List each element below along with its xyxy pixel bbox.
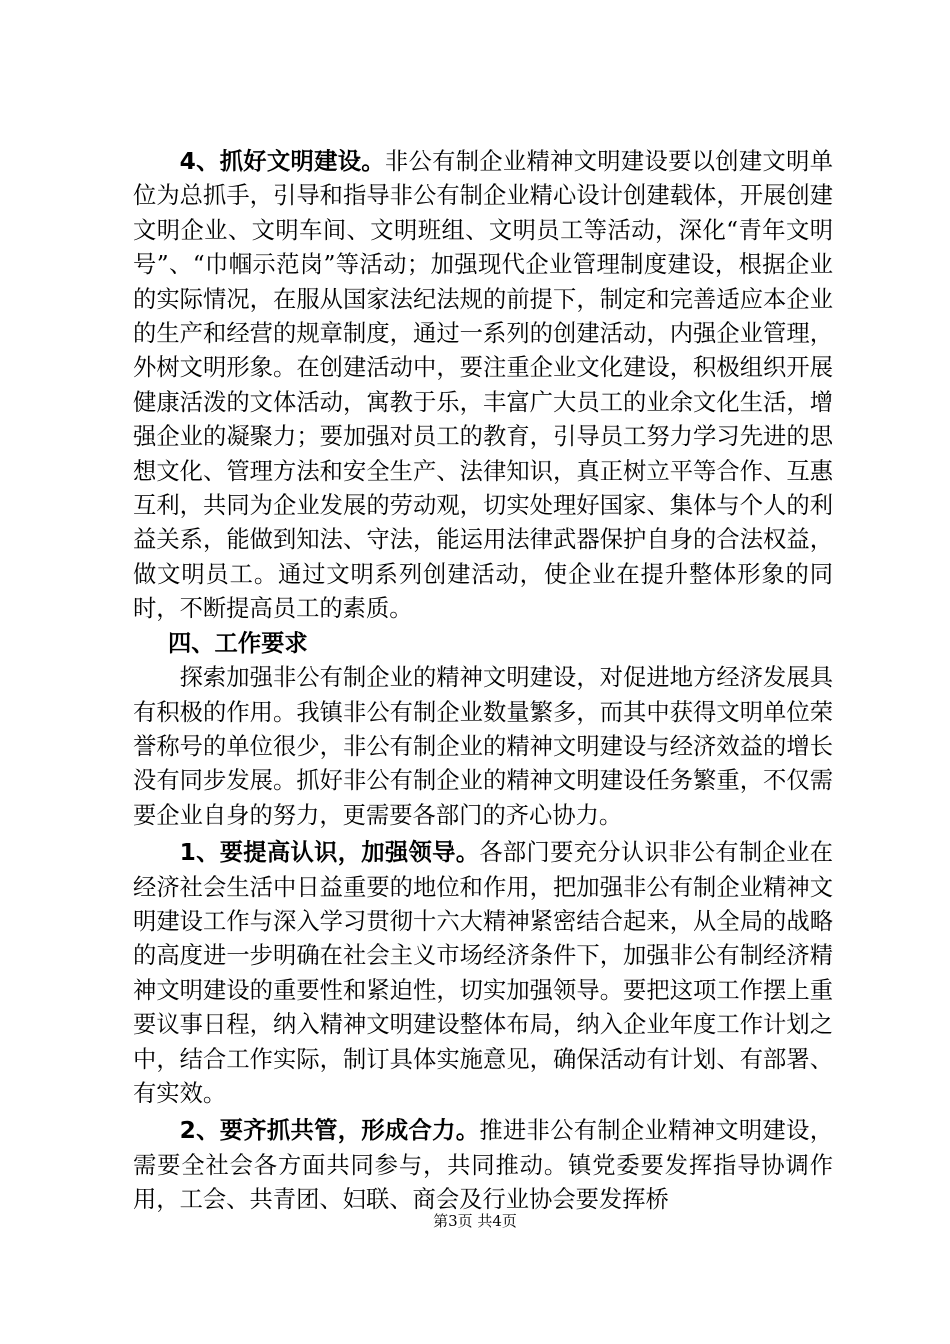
paragraph-text: 各部门要充分认识非公有制企业在经济社会生活中日益重要的地位和作用，把加强非公有制企业精神文明建设工作与深入学习贯彻十六大精神紧密结合起来，从全局的战略的高度进一步明确在社会主义市场经济条件下，加强非公有制经济精神文明建设的重要性和紧迫性，切实加强领导。要把这项工作摆上重要议事日程，纳入精神文明建设整体布局，纳入企业年度工作计划之中，结合工作实际，制订具体实施意见，确保活动有计划、有部署、有实效。 — [133, 839, 834, 1107]
paragraph-lead: 1、要提高认识，加强领导。 — [179, 839, 480, 867]
paragraph-awareness — [133, 836, 833, 1111]
paragraph-text: 推进非公有制企业精神文明建设，需要全社会各方面共同参与，共同推动。镇党委要发挥指导协调作用，工会、共青团、妇联、商会及行业协会要发挥桥 — [133, 1117, 834, 1214]
document-body — [133, 145, 833, 1218]
paragraph-civilization — [133, 145, 833, 627]
paragraph-cooperation — [133, 1114, 833, 1217]
paragraph-lead: 4、抓好文明建设。 — [179, 148, 385, 175]
paragraph-text: 探索加强非公有制企业的精神文明建设，对促进地方经济发展具有积极的作用。我镇非公有制企业数量繁多，而其中获得文明单位荣誉称号的单位很少，非公有制企业的精神文明建设与经济效益的增长没有同步发展。抓好非公有制企业的精神文明建设任务繁重，不仅需要企业自身的努力，更需要各部门的齐心协力。 — [133, 664, 833, 829]
paragraph-text: 非公有制企业精神文明建设要以创建文明单位为总抓手，引导和指导非公有制企业精心设计创建载体，开展创建文明企业、文明车间、文明班组、文明员工等活动，深化“青年文明号”、“巾帼示范岗”等活动；加强现代企业管理制度建设，根据企业的实际情况，在服从国家法纪法规的前提下，制定和完善适应本企业的生产和经营的规章制度，通过一系列的创建活动，内强企业管理，外树文明形象。在创建活动中，要注重企业文化建设，积极组织开展健康活泼的文体活动，寓教于乐，丰富广大员工的业余文化生活，增强企业的凝聚力；要加强对员工的教育，引导员工努力学习先进的思想文化、管理方法和安全生产、法律知识，真正树立平等合作、互惠互利，共同为企业发展的劳动观，切实处理好国家、集体与个人的利益关系，能做到知法、守法，能运用法律武器保护自身的合法权益，做文明员工。通过文明系列创建活动，使企业在提升整体形象的同时，不断提高员工的素质。 — [133, 148, 833, 623]
page-number-footer: 第3页 共4页 — [433, 1212, 517, 1230]
paragraph-intro — [133, 661, 833, 833]
paragraph-lead: 2、要齐抓共管，形成合力。 — [179, 1117, 480, 1145]
section-heading: 四、工作要求 — [167, 629, 308, 657]
